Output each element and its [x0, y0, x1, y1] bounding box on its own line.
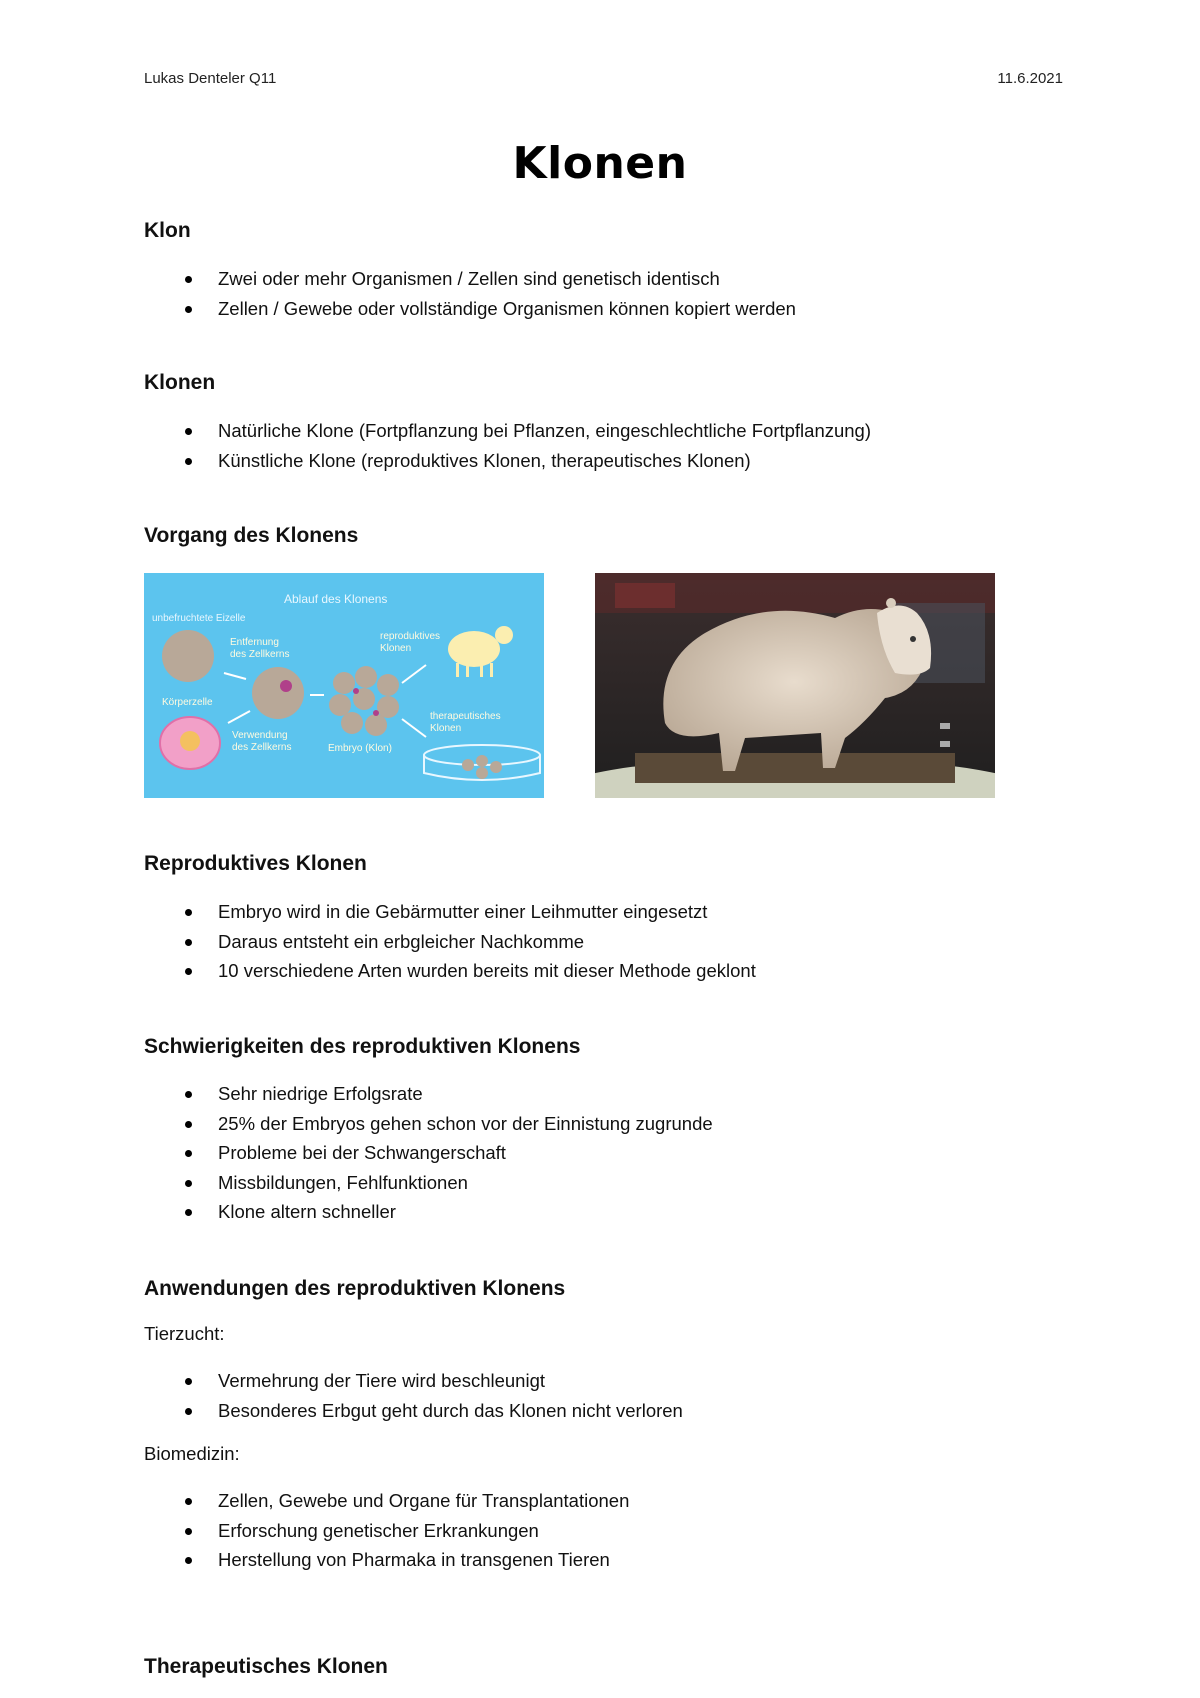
diagram-label-entfernung-2: des Zellkerns: [230, 649, 290, 660]
diagram-title: Ablauf des Klonens: [284, 592, 388, 606]
list-item: Natürliche Klone (Fortpflanzung bei Pflanzen, eingeschlechtliche Fortpflanzung): [144, 416, 871, 446]
arrow-shape: [402, 719, 426, 737]
diagram-label-verwendung-2: des Zellkerns: [232, 742, 292, 753]
list-biomedizin: [144, 1486, 629, 1575]
header-author: Lukas Denteler Q11: [144, 70, 277, 87]
header-date: 11.6.2021: [997, 70, 1063, 87]
embryo-shape: [329, 666, 399, 736]
list-klon: [144, 264, 796, 323]
body-cell-nucleus-shape: [180, 731, 200, 751]
heading-anwendungen: Anwendungen des reproduktiven Klonens: [144, 1277, 566, 1300]
list-item: Zwei oder mehr Organismen / Zellen sind genetisch identisch: [144, 264, 796, 294]
heading-klon: Klon: [144, 219, 191, 242]
heading-schwierigkeiten: Schwierigkeiten des reproduktiven Klonens: [144, 1035, 581, 1058]
list-item: Klone altern schneller: [144, 1197, 713, 1227]
list-item: Erforschung genetischer Erkrankungen: [144, 1516, 629, 1546]
list-item: Missbildungen, Fehlfunktionen: [144, 1168, 713, 1198]
list-item: Embryo wird in die Gebärmutter einer Leihmutter eingesetzt: [144, 897, 756, 927]
diagram-label-koerperzelle: Körperzelle: [162, 697, 213, 708]
diagram-label-eizelle: unbefruchtete Eizelle: [152, 613, 246, 624]
egg-cell-shape: [162, 630, 214, 682]
arrow-shape: [224, 673, 246, 679]
list-schwierigkeiten: [144, 1079, 713, 1227]
diagram-label-embryo: Embryo (Klon): [328, 743, 392, 754]
heading-reproduktiv: Reproduktives Klonen: [144, 852, 367, 875]
list-tierzucht: [144, 1366, 683, 1425]
enucleated-cell-shape: [252, 667, 304, 719]
diagram-label-repro-1: reproduktives: [380, 631, 441, 642]
page-title: Klonen: [512, 138, 688, 189]
nucleus-shape: [280, 680, 292, 692]
list-item: 10 verschiedene Arten wurden bereits mit dieser Methode geklont: [144, 956, 756, 986]
label-biomedizin: Biomedizin:: [144, 1443, 240, 1464]
list-item: Sehr niedrige Erfolgsrate: [144, 1079, 713, 1109]
arrow-shape: [228, 711, 250, 723]
list-klonen: [144, 416, 871, 475]
arrow-shape: [402, 665, 426, 683]
diagram-label-verwendung-1: Verwendung: [232, 730, 288, 741]
list-item: Zellen, Gewebe und Organe für Transplantationen: [144, 1486, 629, 1516]
diagram-label-thera-2: Klonen: [430, 723, 462, 734]
diagram-label-repro-2: Klonen: [380, 643, 412, 654]
list-reproduktiv: [144, 897, 756, 986]
diagram-label-entfernung-1: Entfernung: [230, 637, 279, 648]
cloning-process-diagram: [144, 573, 544, 798]
diagram-label-thera-1: therapeutisches: [430, 711, 501, 722]
heading-klonen: Klonen: [144, 371, 216, 394]
list-item: Künstliche Klone (reproduktives Klonen, therapeutisches Klonen): [144, 446, 871, 476]
list-item: Besonderes Erbgut geht durch das Klonen nicht verloren: [144, 1396, 683, 1426]
heading-vorgang: Vorgang des Klonens: [144, 524, 359, 547]
list-item: Daraus entsteht ein erbgleicher Nachkomme: [144, 927, 756, 957]
list-item: Vermehrung der Tiere wird beschleunigt: [144, 1366, 683, 1396]
list-item: Probleme bei der Schwangerschaft: [144, 1138, 713, 1168]
label-tierzucht: Tierzucht:: [144, 1323, 225, 1344]
dolly-sheep-photo: [595, 573, 995, 798]
list-item: Herstellung von Pharmaka in transgenen Tieren: [144, 1545, 629, 1575]
list-item: Zellen / Gewebe oder vollständige Organismen können kopiert werden: [144, 294, 796, 324]
list-item: 25% der Embryos gehen schon vor der Einnistung zugrunde: [144, 1109, 713, 1139]
sheep-icon: [448, 626, 513, 677]
heading-therapeutisch: Therapeutisches Klonen: [144, 1655, 388, 1678]
petri-dish-icon: [424, 745, 540, 780]
